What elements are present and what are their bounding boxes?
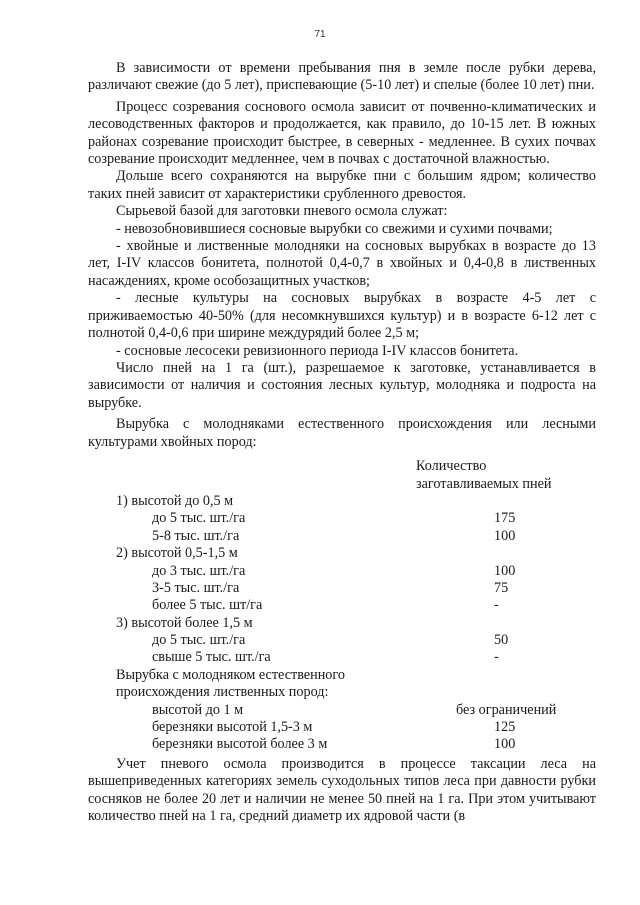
table-row [88, 615, 596, 632]
row-label: до 5 тыс. шт./га [152, 632, 246, 649]
table-header [88, 457, 596, 493]
document-body [88, 60, 596, 825]
table-row [88, 528, 596, 545]
paragraph: Вырубка с молодняками естественного происхождения или лесными культурами хвойных пород: [88, 416, 596, 450]
paragraph: Число пней на 1 га (шт.), разрешаемое к заготовке, устанавливается в зависимости от наличия и состояния лесных культур, молодняка и подроста на вырубке. [88, 359, 596, 411]
row-value: 100 [494, 736, 516, 753]
row-value: 50 [494, 632, 509, 649]
row-label: 1) высотой до 0,5 м [116, 492, 234, 509]
row-value: 100 [494, 562, 516, 579]
row-value: - [494, 597, 499, 614]
table-row [88, 563, 596, 580]
row-label: до 5 тыс. шт./га [152, 510, 246, 527]
stump-table [88, 493, 596, 754]
table-row [88, 545, 596, 562]
paragraph: Сырьевой базой для заготовки пневого осмола служат: [116, 203, 448, 220]
list-item: - хвойные и лиственные молодняки на сосновых вырубках в возрасте до 13 лет, I-IV классов бонитета, полнотой 0,4-0,7 в хвойных и 0,4-0,8 в лиственных насаждениях, кроме особозащитных участков; [88, 238, 596, 289]
paragraph: Учет пневого осмола производится в процессе таксации леса на вышеприведенных категориях земель суходольных типов леса при давности рубки сосняков не более 20 лет и наличии не менее 50 пней на 1 га. При этом учитывают количество пней на 1 га, средний диаметр их ядровой части (в [88, 755, 596, 825]
column-header: Количество заготавливаемых пней [416, 457, 552, 492]
row-label: березняки высотой более 3 м [152, 736, 328, 753]
paragraph: Процесс созревания соснового осмола зависит от почвенно-климатических и лесоводственных факторов и продолжается, как правило, до 10-15 лет. В южных районах созревание происходит быстрее, в северных - медленнее. В сухих почвах созревание происходит медленнее, чем в почвах с достаточной влажностью. [88, 98, 596, 168]
table-row [88, 510, 596, 527]
row-label: Вырубка с молодняком естественного [116, 666, 345, 683]
table-row [88, 736, 596, 753]
row-label: до 3 тыс. шт./га [152, 562, 246, 579]
page-number: 71 [314, 29, 326, 40]
row-label: 5-8 тыс. шт./га [152, 527, 240, 544]
row-label: высотой до 1 м [152, 701, 244, 718]
row-value: 100 [494, 527, 516, 544]
table-row [88, 702, 596, 719]
list-item: - сосновые лесосеки ревизионного периода I-IV классов бонитета. [116, 342, 519, 359]
row-value: 75 [494, 579, 509, 596]
table-row [88, 719, 596, 736]
table-row [88, 649, 596, 666]
row-value: - [494, 649, 499, 666]
table-row [88, 597, 596, 614]
table-row [88, 684, 596, 701]
list-item: - невозобновившиеся сосновые вырубки со свежими и сухими почвами; [116, 220, 553, 237]
table-row [88, 632, 596, 649]
row-label: 3) высотой более 1,5 м [116, 614, 253, 631]
row-value: 125 [494, 719, 516, 736]
row-label: березняки высотой 1,5-3 м [152, 719, 313, 736]
table-row [88, 580, 596, 597]
table-row [88, 493, 596, 510]
list-item: - лесные культуры на сосновых вырубках в возрасте 4-5 лет с приживаемостью 40-50% (для несомкнувшихся культур) и в возрасте 6-12 лет с полнотой 0,4-0,6 при ширине междурядий более 2,5 м; [88, 290, 596, 342]
row-label: 3-5 тыс. шт./га [152, 579, 240, 596]
table-row [88, 667, 596, 684]
row-label: 2) высотой 0,5-1,5 м [116, 545, 238, 562]
row-label: происхождения лиственных пород: [116, 684, 329, 701]
row-value: без ограничений [456, 701, 557, 718]
row-label: более 5 тыс. шт/га [152, 597, 263, 614]
row-value: 175 [494, 510, 516, 527]
paragraph: Дольше всего сохраняются на вырубке пни с большим ядром; количество таких пней зависит от характеристики срубленного древостоя. [88, 168, 596, 202]
paragraph: В зависимости от времени пребывания пня в земле после рубки дерева, различают свежие (до 5 лет), приспевающие (5-10 лет) и спелые (более 10 лет) пни. [88, 60, 596, 94]
row-label: свыше 5 тыс. шт./га [152, 649, 271, 666]
